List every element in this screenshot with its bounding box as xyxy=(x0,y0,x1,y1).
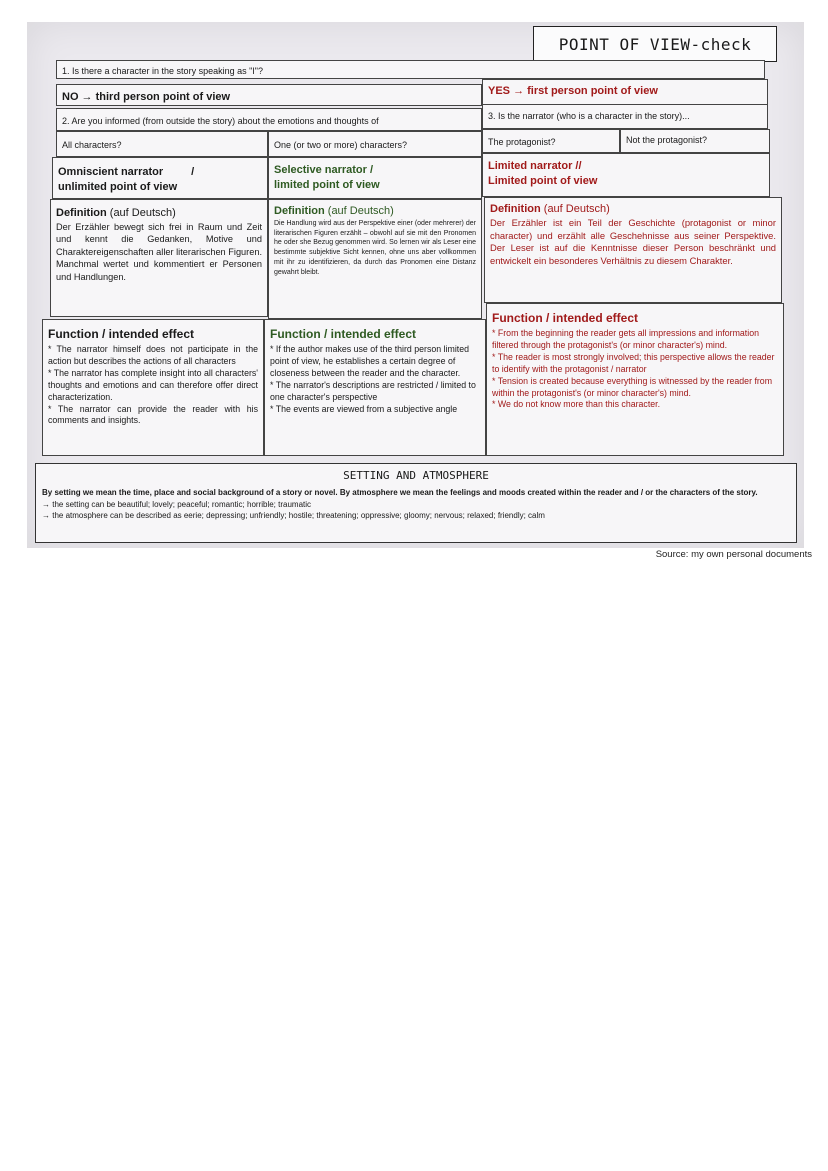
question-3-text: 3. Is the narrator (who is a character in the story)... xyxy=(488,111,690,121)
col-not-protagonist xyxy=(620,129,770,153)
col-all-characters xyxy=(56,131,268,157)
function-limited-item: * From the beginning the reader gets all impressions and information filtered through the protagonist's (or minor character's) mind. xyxy=(492,328,778,352)
no-answer-cell xyxy=(56,84,482,106)
definition-omniscient xyxy=(50,199,268,317)
setting-line-1: → the setting can be beautiful; lovely; peaceful; romantic; horrible; traumatic xyxy=(42,499,312,509)
function-selective-item: * If the author makes use of the third person limited point of view, he establishes a certain degree of closeness between the reader and the character. xyxy=(270,344,480,380)
definition-heading-suffix: (auf Deutsch) xyxy=(327,205,394,217)
definition-limited xyxy=(484,197,782,303)
definition-selective-text: Die Handlung wird aus der Perspektive einer (oder mehrerer) der literarischen Figuren erzählt – obwohl auf sie mit den Pronomen he oder she Bezug genommen wird. So lernen wir als Leser eine bestimmte subjektive Sicht kennen, ohne uns aber vollkommen mit ihr zu identifizieren, da durch das Pronomen eine Distanz gewahrt bleibt. xyxy=(274,219,476,276)
function-selective-list xyxy=(270,344,480,415)
setting-atmosphere-box xyxy=(35,463,797,543)
omniscient-line1: Omniscient narrator / xyxy=(58,166,195,178)
selective-line1: Selective narrator / xyxy=(274,164,374,176)
question-1-text: 1. Is there a character in the story speaking as "I"? xyxy=(62,66,263,76)
function-limited-item: * Tension is created because everything is witnessed by the reader from within the protagonist's (or minor character's) mind. xyxy=(492,376,778,400)
definition-heading: Definition xyxy=(490,203,541,215)
definition-heading-suffix: (auf Deutsch) xyxy=(109,207,176,219)
col-one-character xyxy=(268,131,482,157)
definition-selective xyxy=(268,199,482,319)
selective-line2: limited point of view xyxy=(274,178,380,191)
function-selective-item: * The events are viewed from a subjective angle xyxy=(270,404,480,416)
limited-cell xyxy=(482,153,770,197)
col-protagonist xyxy=(482,129,620,153)
question-1 xyxy=(56,60,765,79)
function-limited xyxy=(486,303,784,456)
omniscient-line2: unlimited point of view xyxy=(58,180,178,193)
function-omniscient-item: * The narrator has complete insight into all characters' thoughts and emotions and can therefore offer direct characterization. xyxy=(48,368,258,404)
col-all-characters-text: All characters? xyxy=(62,140,122,150)
yes-answer-text: YES → first person point of view xyxy=(488,85,658,97)
question-3 xyxy=(482,104,768,129)
function-heading: Function / intended effect xyxy=(492,311,638,325)
worksheet-title: POINT OF VIEW-check xyxy=(533,26,777,62)
function-limited-item: * We do not know more than this character. xyxy=(492,399,778,411)
function-heading: Function / intended effect xyxy=(270,327,416,341)
definition-limited-text: Der Erzähler ist ein Teil der Geschichte (protagonist or minor character) und erzählt alle Geschehnisse aus seiner Perspektive. Der Leser ist auf die Kenntnisse dieser Person beschränkt und entwickelt ein besonderes Verhältnis zu diesem Charakter. xyxy=(490,216,776,266)
question-2 xyxy=(56,108,482,131)
no-answer-text: NO → third person point of view xyxy=(62,91,231,103)
setting-line-2: → the atmosphere can be described as eerie; depressing; unfriendly; hostile; threatening; oppressive; gloomy; nervous; relaxed; friendly; calm xyxy=(42,511,545,521)
setting-intro: By setting we mean the time, place and social background of a story or novel. By atmosphere we mean the feelings and moods created within the reader and / or the characters of the story. xyxy=(42,487,758,497)
col-not-protagonist-text: Not the protagonist? xyxy=(626,135,708,145)
function-omniscient-list xyxy=(48,344,258,427)
function-heading: Function / intended effect xyxy=(48,327,194,341)
function-selective-item: * The narrator's descriptions are restricted / limited to one character's perspective xyxy=(270,380,480,404)
question-2-text: 2. Are you informed (from outside the story) about the emotions and thoughts of xyxy=(62,116,379,126)
col-protagonist-text: The protagonist? xyxy=(488,137,556,147)
definition-omniscient-text: Der Erzähler bewegt sich frei in Raum und Zeit und kennt die Gedanken, Motive und Charaktereigenschaften aller literarischen Figuren. Manchmal wertet und kommentiert er Personen und Handlungen. xyxy=(56,221,262,282)
definition-heading-suffix: (auf Deutsch) xyxy=(543,203,610,215)
limited-line2: Limited point of view xyxy=(488,174,598,187)
function-omniscient xyxy=(42,319,264,456)
omniscient-cell xyxy=(52,157,268,199)
function-selective xyxy=(264,319,486,456)
function-limited-list xyxy=(492,328,778,411)
definition-heading: Definition xyxy=(274,205,325,217)
selective-cell xyxy=(268,157,482,199)
col-one-character-text: One (or two or more) characters? xyxy=(274,140,408,150)
limited-line1: Limited narrator // xyxy=(488,160,582,172)
function-omniscient-item: * The narrator himself does not participate in the action but describes the actions of all characters xyxy=(48,344,258,368)
yes-answer-cell xyxy=(482,79,768,105)
function-omniscient-item: * The narrator can provide the reader with his comments and insights. xyxy=(48,404,258,428)
definition-heading: Definition xyxy=(56,207,107,219)
source-caption: Source: my own personal documents xyxy=(655,549,812,560)
setting-title: SETTING AND ATMOSPHERE xyxy=(343,469,489,482)
function-limited-item: * The reader is most strongly involved; this perspective allows the reader to identify with the protagonist / narrator xyxy=(492,352,778,376)
